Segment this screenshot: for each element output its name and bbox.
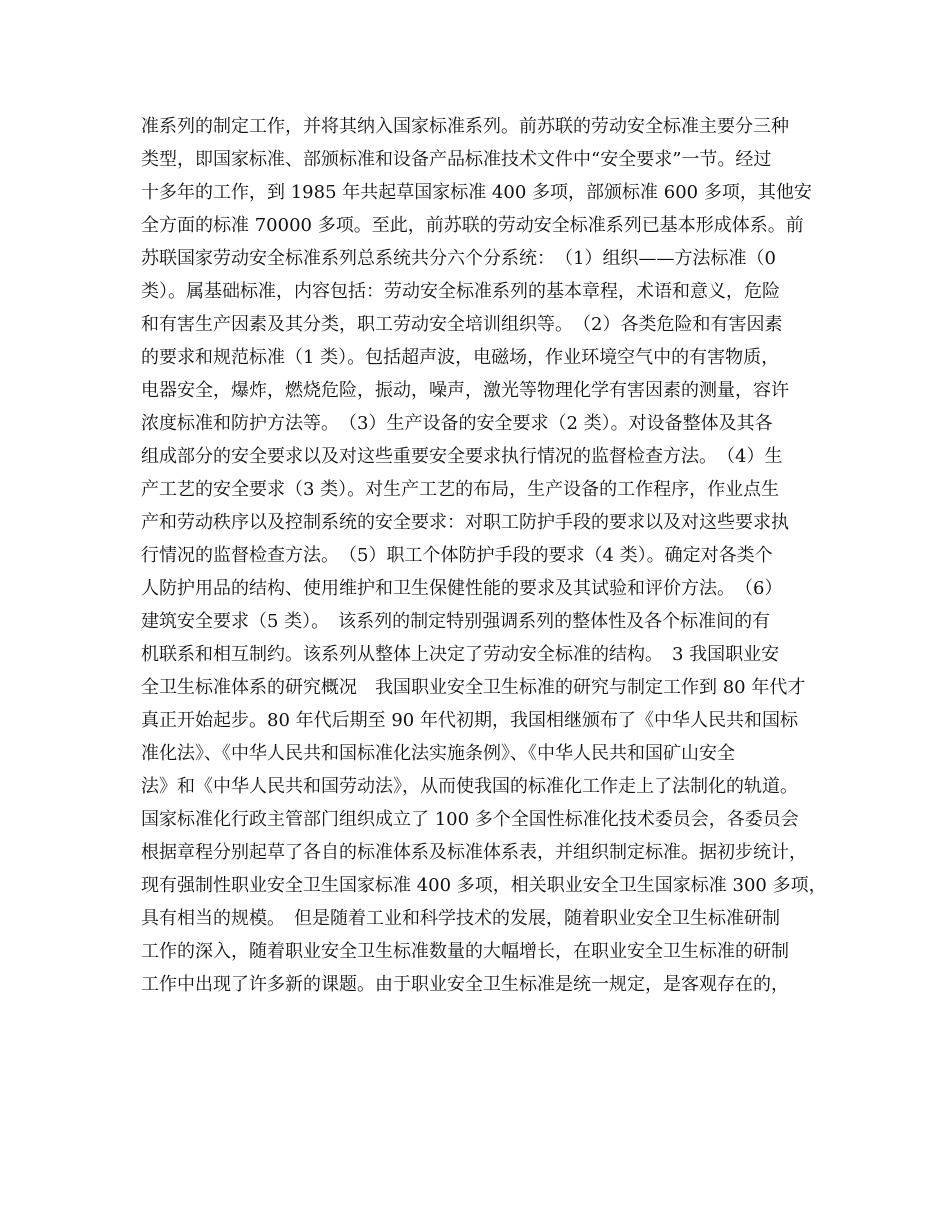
text-line: 的要求和规范标准（1 类）。包括超声波，电磁场，作业环境空气中的有害物质， — [141, 347, 780, 368]
text-line: 准化法》、《中华人民共和国标准化法实施条例》、《中华人民共和国矿山安全 — [141, 743, 735, 764]
text-line: 法》和《中华人民共和国劳动法》，从而使我国的标准化工作走上了法制化的轨道。 — [141, 776, 798, 797]
text-line: 机联系和相互制约。该系列从整体上决定了劳动安全标准的结构。 3 我国职业安 — [141, 644, 780, 665]
text-line: 浓度标准和防护方法等。 （3）生产设备的安全要求（2 类）。对设备整体及其各 — [141, 413, 773, 434]
text-line: 组成部分的安全要求以及对这些重要安全要求执行情况的监督检查方法。 （4）生 — [141, 446, 783, 467]
text-line: 国家标准化行政主管部门组织成立了 100 多个全国性标准化技术委员会，各委员会 — [141, 809, 799, 830]
text-line: 人防护用品的结构、使用维护和卫生保健性能的要求及其试验和评价方法。 （6） — [141, 578, 783, 599]
text-line: 苏联国家劳动安全标准系列总系统共分六个分系统： （1）组织——方法标准（0 — [141, 248, 776, 269]
text-line: 十多年的工作，到 1985 年共起草国家标准 400 多项，部颁标准 600 多项，其他安 — [141, 182, 812, 203]
text-line: 产工艺的安全要求（3 类）。对生产工艺的布局，生产设备的工作程序，作业点生 — [141, 479, 780, 500]
text-line: 建筑安全要求（5 类）。 该系列的制定特别强调系列的整体性及各个标准间的有 — [141, 611, 771, 632]
text-line: 电器安全，爆炸，燃烧危险，振动，噪声，激光等物理化学有害因素的测量，容许 — [141, 380, 789, 401]
text-line: 工作中出现了许多新的课题。由于职业安全卫生标准是统一规定，是客观存在的， — [141, 974, 789, 995]
text-line: 工作的深入，随着职业安全卫生标准数量的大幅增长，在职业安全卫生标准的研制 — [141, 941, 789, 962]
text-line: 准系列的制定工作，并将其纳入国家标准系列。前苏联的劳动安全标准主要分三种 — [141, 116, 789, 137]
text-line: 和有害生产因素及其分类，职工劳动安全培训组织等。 （2）各类危险和有害因素 — [141, 314, 783, 335]
text-line: 具有相当的规模。 但是随着工业和科学技术的发展，随着职业安全卫生标准研制 — [141, 908, 780, 929]
text-line: 全卫生标准体系的研究概况 我国职业安全卫生标准的研究与制定工作到 80 年代才 — [141, 677, 806, 698]
text-line: 现有强制性职业安全卫生国家标准 400 多项，相关职业安全卫生国家标准 300 多项， — [141, 875, 827, 896]
text-line: 全方面的标准 70000 多项。至此，前苏联的劳动安全标准系列已基本形成体系。前 — [141, 215, 804, 236]
text-line: 产和劳动秩序以及控制系统的安全要求：对职工防护手段的要求以及对这些要求执 — [141, 512, 789, 533]
text-line: 行情况的监督检查方法。 （5）职工个体防护手段的要求（4 类）。确定对各类个 — [141, 545, 773, 566]
text-line: 类型，即国家标准、部颁标准和设备产品标准技术文件中“安全要求”一节。经过 — [141, 149, 772, 170]
text-line: 真正开始起步。80 年代后期至 90 年代初期，我国相继颁布了《中华人民共和国标 — [141, 710, 798, 731]
text-line: 类）。属基础标准，内容包括：劳动安全标准系列的基本章程，术语和意义，危险 — [141, 281, 780, 302]
body-text — [141, 110, 831, 1001]
text-line: 根据章程分别起草了各自的标准体系及标准体系表，并组织制定标准。据初步统计， — [141, 842, 807, 863]
